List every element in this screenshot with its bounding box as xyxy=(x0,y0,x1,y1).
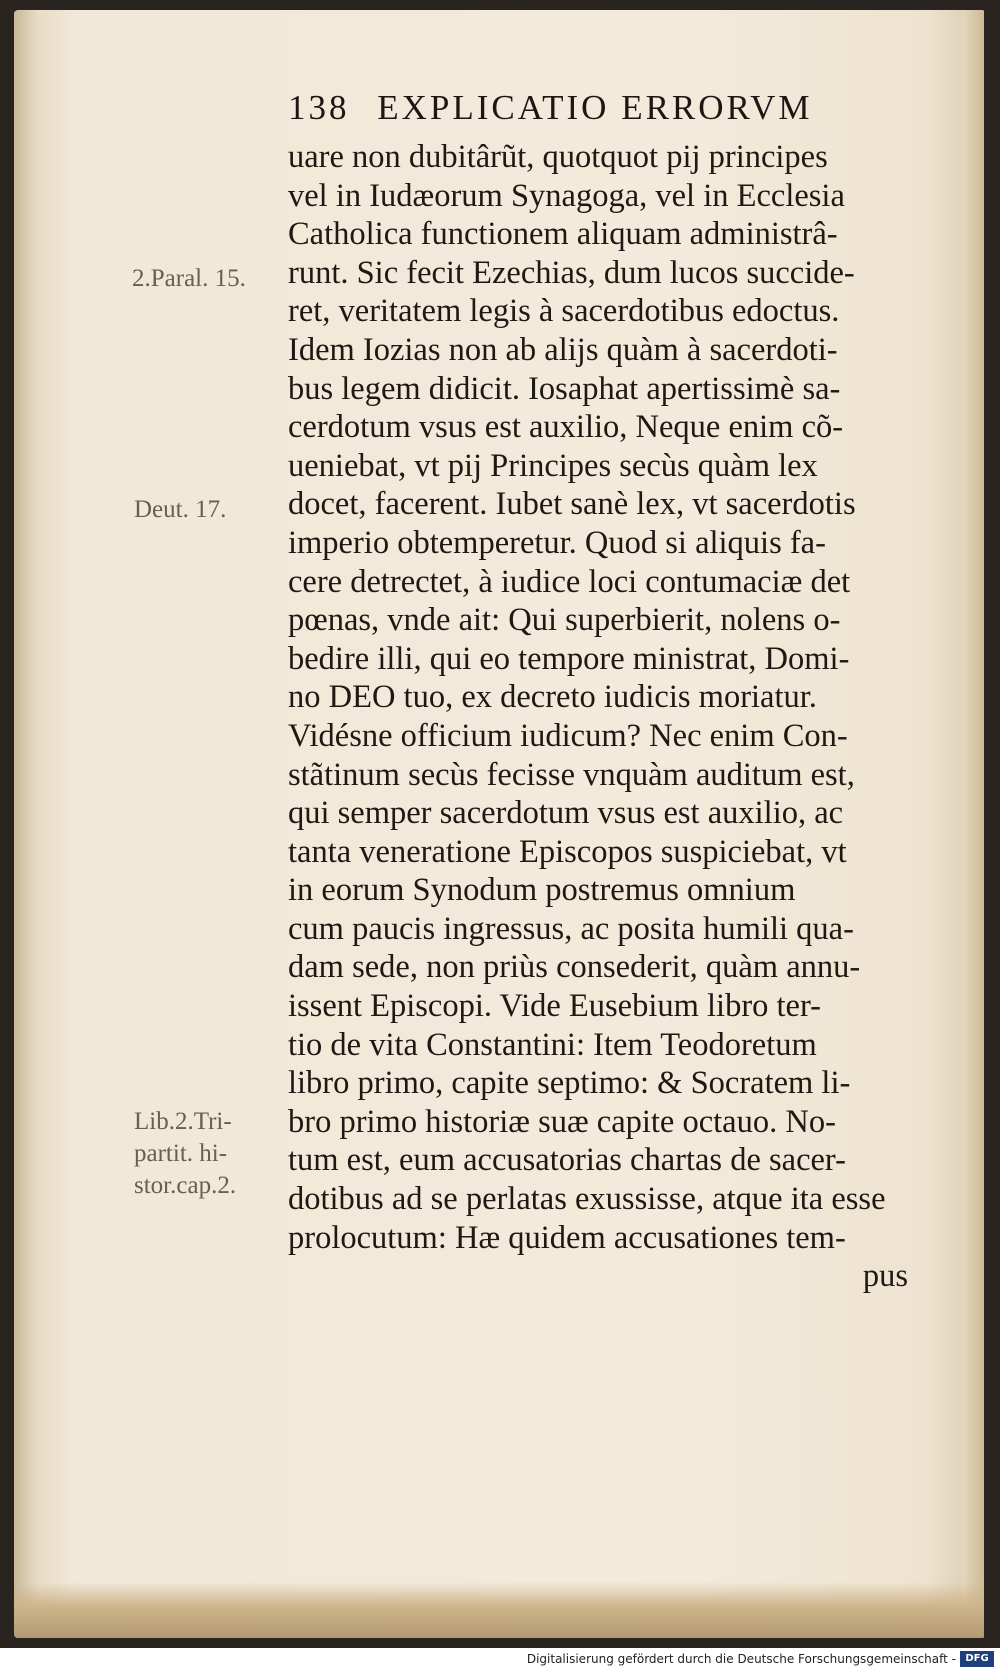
funding-credit: Digitalisierung gefördert durch die Deutsche Forschungsgemeinschaft - xyxy=(526,1652,956,1666)
text-line: no DEO tuo, ex decreto iudicis moriatur. xyxy=(288,679,817,716)
text-line: bedire illi, qui eo tempore ministrat, Domi- xyxy=(288,640,850,677)
text-line: cerdotum vsus est auxilio, Neque enim cõ- xyxy=(288,409,844,446)
text-line: Vidésne officium iudicum? Nec enim Con- xyxy=(288,717,848,754)
text-line: Idem Iozias non ab alijs quàm à sacerdoti- xyxy=(288,331,838,368)
margin-note-paral: 2.Paral. 15. xyxy=(132,265,246,292)
text-line: ret, veritatem legis à sacerdotibus edoctus. xyxy=(288,293,840,330)
margin-note-tripartit-3: stor.cap.2. xyxy=(134,1172,237,1199)
margin-note-tripartit-2: partit. hi- xyxy=(134,1140,228,1167)
text-line: runt. Sic fecit Ezechias, dum lucos succide- xyxy=(288,254,855,291)
page-edge xyxy=(962,10,984,1638)
text-line: libro primo, capite septimo: & Socratem li- xyxy=(288,1065,851,1102)
main-text xyxy=(288,138,928,1296)
text-line: ueniebat, vt pij Principes secùs quàm lex xyxy=(288,447,818,484)
text-line: uare non dubitârũt, quotquot pij principes xyxy=(288,139,828,175)
folio-number: 138 xyxy=(288,88,350,127)
text-line: stãtinum secùs fecisse vnquàm auditum est, xyxy=(288,756,855,793)
footer-bar xyxy=(0,1648,1000,1671)
margin-note-tripartit-1: Lib.2.Tri- xyxy=(134,1108,232,1135)
text-line: imperio obtemperetur. Quod si aliquis fa- xyxy=(288,524,826,561)
margin-note-deut: Deut. 17. xyxy=(134,496,227,523)
page-bottom-wear xyxy=(14,1582,984,1638)
text-line: bus legem didicit. Iosaphat apertissimè sa- xyxy=(288,370,841,407)
catchword: pus xyxy=(862,1258,908,1295)
text-line: dam sede, non priùs consederit, quàm annu- xyxy=(288,949,861,986)
text-line: cere detrectet, à iudice loci contumaciæ det xyxy=(288,563,851,600)
running-head-title: EXPLICATIO ERRORVM xyxy=(377,88,813,127)
text-line: vel in Iudæorum Synagoga, vel in Ecclesia xyxy=(288,177,845,214)
text-line: Catholica functionem aliquam administrâ- xyxy=(288,216,838,253)
book-page xyxy=(14,10,984,1638)
text-line: bro primo historiæ suæ capite octauo. No- xyxy=(288,1103,836,1140)
text-line: tio de vita Constantini: Item Teodoretum xyxy=(288,1026,817,1063)
text-line: pœnas, vnde ait: Qui superbierit, nolens o- xyxy=(288,602,841,639)
text-line: in eorum Synodum postremus omnium xyxy=(288,872,796,909)
text-line: docet, facerent. Iubet sanè lex, vt sacerdotis xyxy=(288,486,856,523)
text-line: issent Episcopi. Vide Eusebium libro ter- xyxy=(288,988,821,1025)
dfg-logo-icon: DFG xyxy=(960,1651,994,1667)
text-line: prolocutum: Hæ quidem accusationes tem- xyxy=(288,1219,846,1256)
text-line: cum paucis ingressus, ac posita humili qua- xyxy=(288,910,854,947)
text-line: tanta veneratione Episcopos suspiciebat, vt xyxy=(288,833,847,870)
text-line: tum est, eum accusatorias chartas de sacer- xyxy=(288,1142,846,1179)
text-line: dotibus ad se perlatas exussisse, atque ita esse xyxy=(288,1181,886,1218)
text-line: qui semper sacerdotum vsus est auxilio, ac xyxy=(288,795,844,832)
running-head xyxy=(288,88,928,128)
